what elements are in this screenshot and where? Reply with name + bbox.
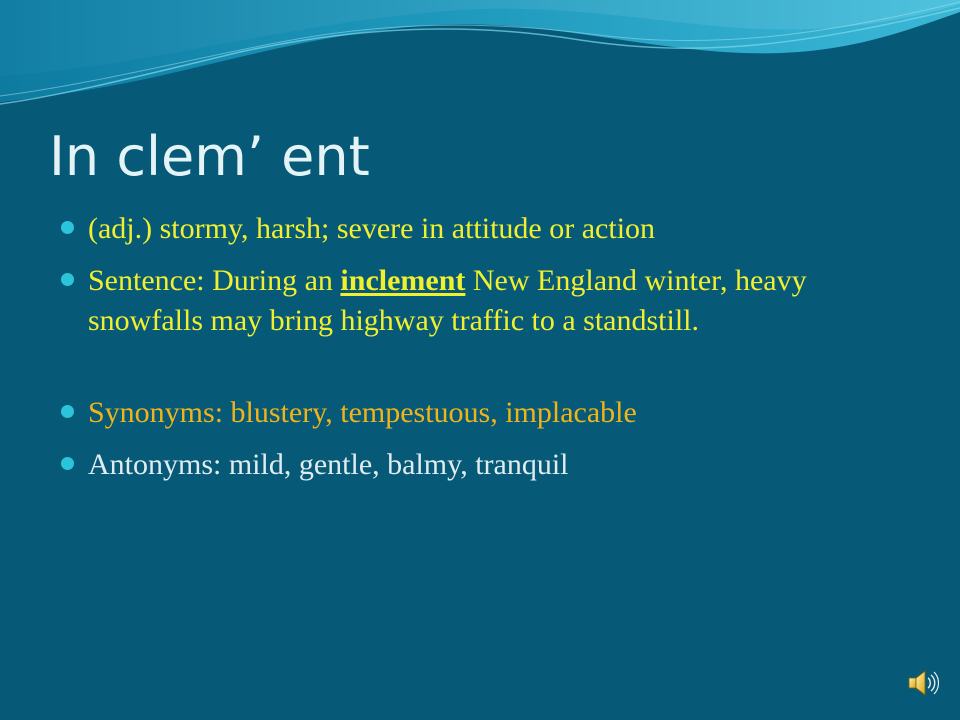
bullet-icon <box>61 457 74 470</box>
bullet-icon <box>61 405 74 418</box>
bullet-icon <box>61 273 74 286</box>
definition-text: (adj.) stormy, harsh; severe in attitude or action <box>88 212 656 245</box>
slide-title: In clem’ ent <box>49 125 370 188</box>
antonyms-text: Antonyms: mild, gentle, balmy, tranquil <box>88 448 569 481</box>
sentence-keyword: inclement <box>340 264 466 297</box>
bullet-icon <box>61 221 74 234</box>
sentence-suffix: New England winter, heavy snowfalls may bring highway traffic to a standstill. <box>88 264 807 337</box>
synonyms-text: Synonyms: blustery, tempestuous, implacable <box>88 396 637 429</box>
sentence-text <box>88 261 903 341</box>
speaker-icon[interactable] <box>907 667 939 699</box>
sentence-prefix: Sentence: During an <box>88 264 341 297</box>
